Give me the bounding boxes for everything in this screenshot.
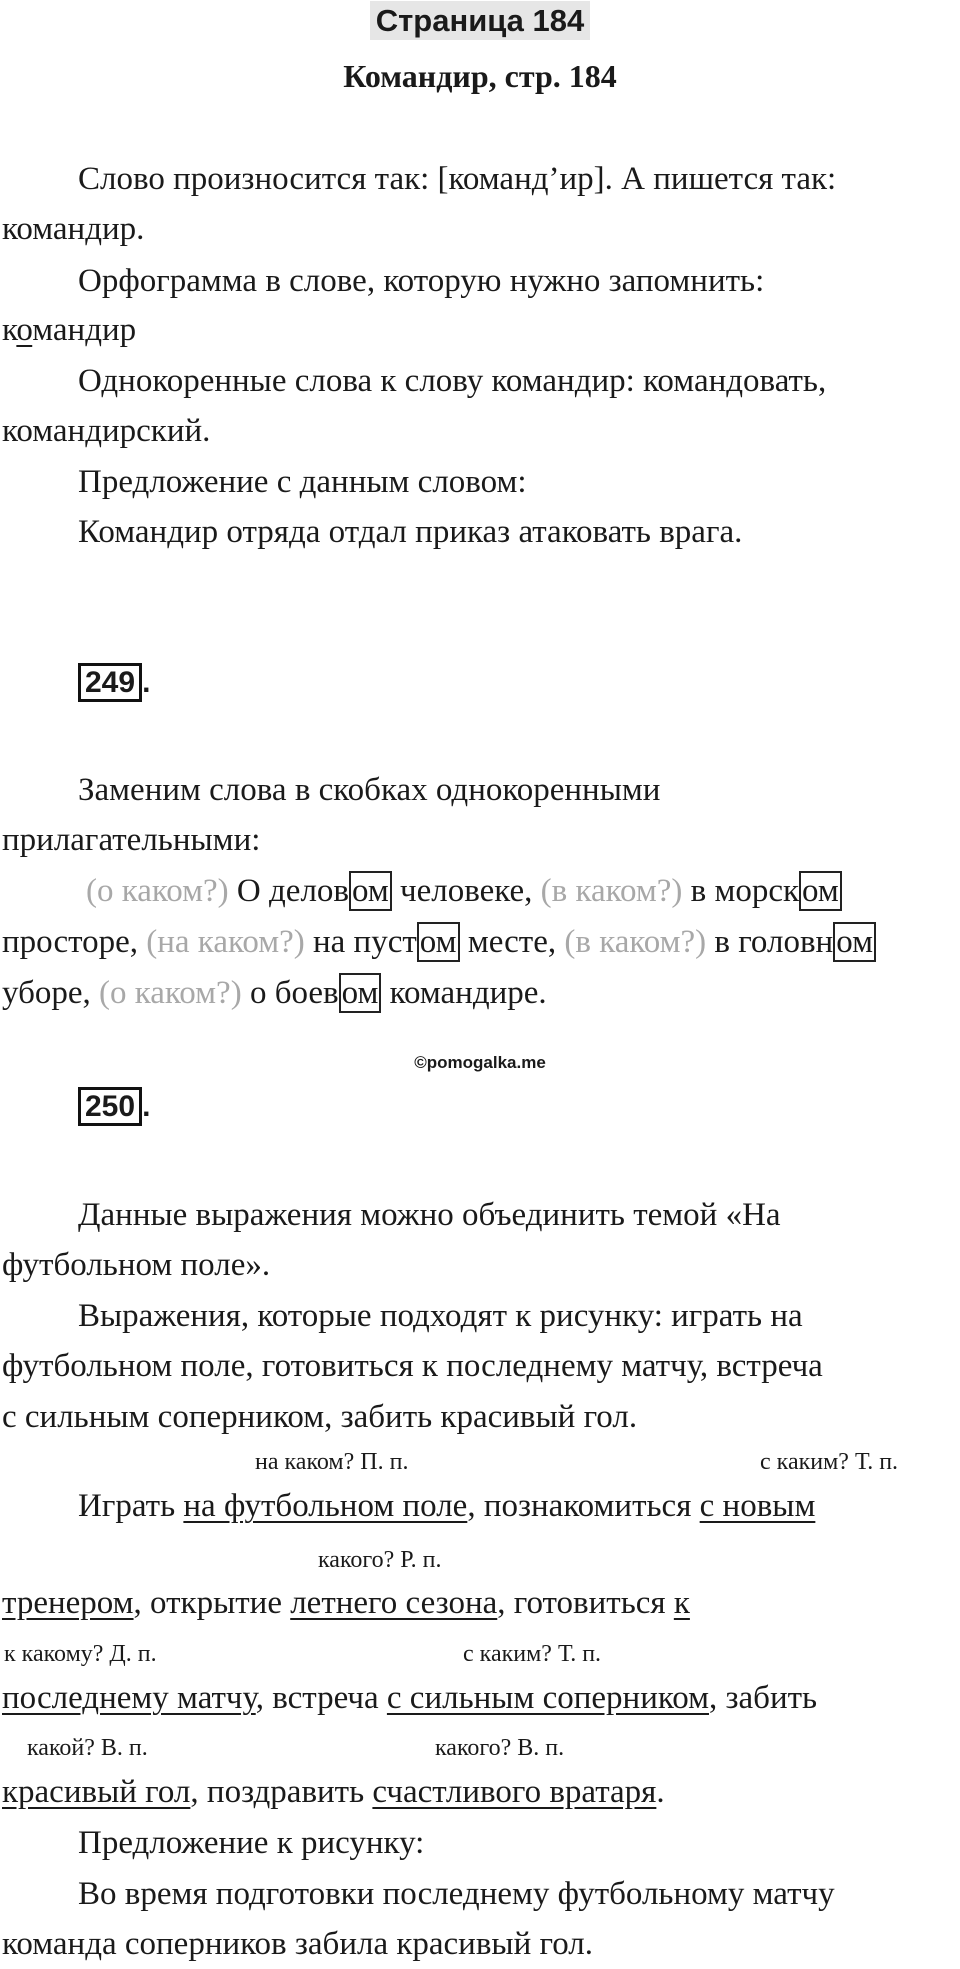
underlined-phrase: последнему матчу [2,1680,256,1716]
word-part: к [2,312,17,348]
orthogram-word [2,310,136,350]
exercise-number-box: 250 [78,1087,142,1126]
text: . [656,1774,665,1810]
underlined-phrase: летнего сезона [290,1585,498,1621]
ex250-p2-3: с сильным соперником, забить красивый гол. [2,1399,638,1435]
text: о боев [241,975,339,1011]
underlined-phrase: на футбольном поле [183,1488,468,1524]
text: уборе, [2,975,100,1011]
ex250-p3: Предложение к рисунку: [78,1825,425,1861]
example-sentence: Командир отряда отдал приказ атаковать врага. [78,514,743,550]
text: , встреча [255,1680,387,1716]
text: просторе, [2,924,147,960]
word-part: мандир [32,312,137,348]
text: месте, [459,924,565,960]
case-question: к какому? Д. п. [4,1641,157,1667]
ending-box: ом [799,871,842,911]
text: на пуст [304,924,417,960]
text: Играть [78,1488,184,1524]
text: , готовиться [497,1585,674,1621]
ending-box: ом [833,922,876,962]
exercise-250-number: 250 . [78,1090,150,1124]
ex250-p2-2: футбольном поле, готовиться к последнему матчу, встреча [2,1348,823,1384]
text: командире. [381,975,547,1011]
question-hint: (в каком?) [540,873,683,909]
ex250-p1: Данные выражения можно объединить темой «На [78,1197,781,1233]
text: в морск [682,873,800,909]
underlined-phrase: красивый гол [2,1774,191,1810]
ex250-row-1 [78,1486,815,1526]
ex250-row-3 [2,1678,817,1718]
case-question: с каким? Т. п. [463,1641,602,1667]
underlined-phrase: с новым [699,1488,816,1524]
watermark: ©pomogalka.me [414,1053,546,1072]
pronunciation-line: Слово произносится так: [команд’ир]. А пишется так: [78,161,837,197]
text: , познакомиться [467,1488,700,1524]
underlined-phrase: тренером [2,1585,134,1621]
orthogram-letter: о [16,312,33,348]
underlined-phrase: к [673,1585,690,1621]
text: О делов [236,873,349,909]
underlined-phrase: счастливого вратаря [372,1774,657,1810]
case-question: какого? В. п. [435,1735,565,1761]
ending-box: ом [349,871,392,911]
ex249-line-1 [86,871,842,911]
ex249-intro-2: прилагательными: [2,822,261,858]
ex249-line-3 [2,973,547,1013]
page-label: Страница 184 [370,1,591,40]
ex250-p1-2: футбольном поле». [2,1247,271,1283]
ex249-intro: Заменим слова в скобках однокоренными [78,772,661,808]
spelling-line: командир. [2,211,145,247]
underlined-phrase: с сильным соперником [386,1680,709,1716]
ex249-line-2 [2,922,876,962]
case-question: какого? Р. п. [318,1547,442,1573]
orthogram-line: Орфограмма в слове, которую нужно запомнить: [78,263,765,299]
sentence-heading: Предложение с данным словом: [78,464,527,500]
text: , открытие [133,1585,291,1621]
ending-box: ом [417,922,460,962]
page-header [0,3,960,39]
ex250-row-4 [2,1772,665,1812]
question-hint: (на каком?) [146,924,305,960]
text: , забить [708,1680,818,1716]
ex250-row-2 [2,1583,690,1623]
case-question: какой? В. п. [27,1735,148,1761]
word-title: Командир, стр. 184 [343,58,617,94]
ex250-p2: Выражения, которые подходят к рисунку: играть на [78,1298,803,1334]
cognates-line-2: командирский. [2,413,211,449]
exercise-number-box: 249 [78,663,142,702]
ex250-p4-2: команда соперников забила красивый гол. [2,1926,593,1962]
text: человеке, [391,873,541,909]
cognates-line: Однокоренные слова к слову командир: командовать, [78,363,827,399]
case-question: на каком? П. п. [255,1449,409,1475]
question-hint: (о каком?) [86,873,229,909]
exercise-249-number: 249 . [78,666,150,700]
question-hint: (в каком?) [564,924,707,960]
case-question: с каким? Т. п. [760,1449,899,1475]
question-hint: (о каком?) [99,975,242,1011]
text: в головн [706,924,834,960]
text: , поздравить [190,1774,373,1810]
ex250-p4: Во время подготовки последнему футбольному матчу [78,1876,835,1912]
ending-box: ом [339,973,382,1013]
